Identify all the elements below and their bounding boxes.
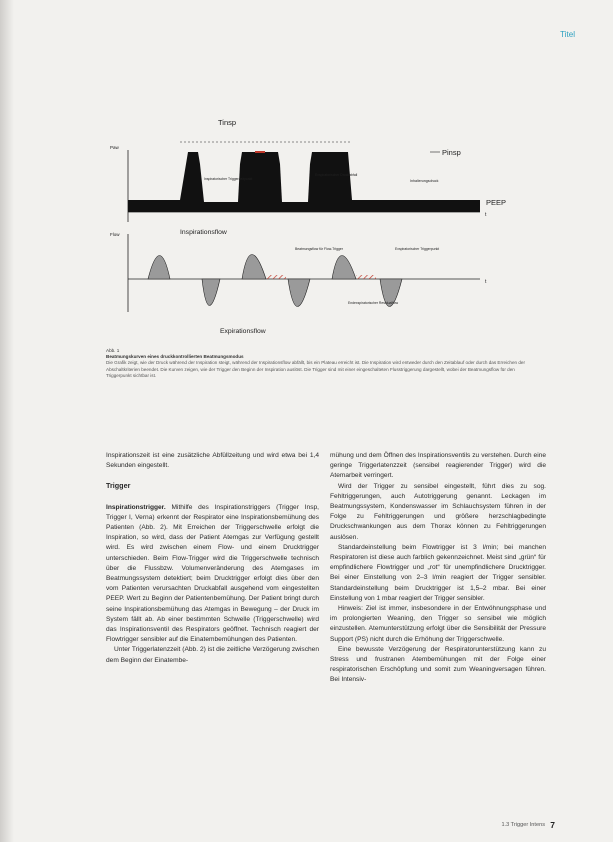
inspiratory-flow-1 (148, 256, 170, 280)
right-paragraph-2: Wird der Trigger zu sensibel eingestellt, führt dies zu sog. Fehltriggerungen, auch Autotriggerung genannt. Leckagen im Beatmungssystem, Kondenswasser im Schlauchsystem führen in der Folge zu Fehltriggerungen und größere herzschlagbedingte Druckschwankungen aus dem Thorax können zu Fehltriggerungen auslösen. (330, 482, 546, 541)
pressure-gap-1 (200, 164, 240, 202)
inspiration-trigger-paragraph (106, 503, 319, 646)
intro-paragraph: Inspirationszeit ist eine zusätzliche Abfüllzeitung und wird etwa bei 1,4 Sekunden eingestellt. (106, 452, 319, 470)
right-paragraph-5: Eine bewusste Verzögerung der Respiratorunterstützung kann zu Stress und frustranen Atembemühungen mit der Folge einer respiratorischen Erschöpfung und somit zum Weaningversagen führen. Bei Intensiv- (330, 645, 546, 684)
page-number: 7 (550, 820, 555, 830)
figure-caption-body: Die Grafik zeigt, wie der Druck während der Inspiration steigt, während der Inspirationsflow abfällt, bis ein Plateau erreicht ist. Die Inspiration wird entweder durch den Zeitablauf oder durch das Erreichen der Abschaltkriterien beendet. Die Kurven zeigen, wie der Trigger den Beginn der Inspiration auslöst. Die Trigger sind mit einer eingeschalteten Flusstriggerung dargestellt, wobei der Beatmungsflow für den Triggerpunkt sichtbar ist. (106, 360, 526, 378)
time-axis-label-1: t (485, 212, 487, 218)
right-paragraph-1: mühung und dem Öffnen des Inspirationsventils zu verstehen. Durch eine geringe Triggerlatenzzeit (sensibel reagierender Trigger) wird die Atemarbeit verringert. (330, 452, 546, 480)
page-fold-shadow (0, 0, 14, 842)
right-paragraph-3: Standardeinstellung beim Flowtrigger ist 3 l/min; bei manchen Respiratoren ist diese auch farblich gekennzeichnet. Meist sind „grün“ für empfindlichere Flowtrigger und „rot“ für unempfindlichere Drucktrigger. Bei einer Einstellung von 2–3 l/min reagiert der Trigger sensibler. Standardeinstellung beim Drucktrigger ist 1,5–2 mbar. Bei einer Einstellung von 1 mbar reagiert der Trigger sensibler. (330, 543, 546, 602)
figure-title: Beatmungskurven eines druckkontrollierten Beatmungsmodus (106, 354, 244, 360)
inspiratory-flow-2 (242, 255, 266, 280)
expiratory-trigger-label: Exspiratorischer Druckabfall (315, 173, 358, 177)
inspiratory-flow-3 (332, 256, 356, 280)
right-paragraph-4: Hinweis: Ziel ist immer, insbesondere in der Entwöhnungsphase und im prolongierten Weaning, den Trigger so sensibel wie möglich einzustellen. Atemunterstützung erfolgt über die Sensibilität der Pressure Support (PS) nicht durch die Erhöhung der Triggerschwelle. (330, 605, 546, 643)
trigger-bias-hatch-2 (356, 275, 376, 279)
inspiratory-trigger-label: Inspiratorischer Triggerzeitpunkt (204, 177, 253, 181)
figure-number: Abb. 1 (106, 348, 120, 353)
right-text-column (330, 451, 546, 686)
pinsp-label: Pinsp (442, 148, 461, 157)
expiratory-residual-flow-label: Endexspiratorischer Residualflow (348, 301, 399, 305)
peep-label: PEEP (486, 198, 507, 207)
section-heading-trigger: Trigger (106, 481, 131, 491)
flow-label: Flow (110, 232, 120, 237)
expiratory-flow-1 (202, 279, 220, 306)
ventilation-curves-figure (100, 112, 532, 347)
trigger-latency-paragraph: Unter Triggerlatenzzeit (Abb. 2) ist die zeitliche Verzögerung zwischen dem Beginn der Einatembe- (106, 646, 319, 664)
inspiration-trigger-lead: Inspirationstrigger. (106, 503, 166, 511)
pressure-gap-2 (280, 164, 310, 202)
trigger-bias-hatch (266, 275, 286, 279)
running-footer: 1.3 Trigger Intens (501, 822, 545, 828)
trigger-bias-label: Beatmungsflow für Flow-Trigger (295, 247, 343, 251)
paw-label: Paw (110, 145, 119, 150)
expiratory-trigger-threshold-label: Exspiratorischer Triggerpunkt (395, 247, 440, 251)
inspirationsflow-label: Inspirationsflow (180, 229, 227, 236)
inhalation-pressure-label: Inhalierungsdruck (410, 179, 439, 183)
figure-caption (106, 348, 526, 379)
expiratory-flow-2 (288, 279, 310, 307)
left-text-column (106, 451, 319, 666)
tinsp-label: Tinsp (218, 118, 237, 127)
expirationsflow-label: Expirationsflow (220, 328, 266, 335)
inspiration-trigger-text: Mithilfe des Inspirationstriggers (Trigger Insp, Trigger I, Verna) erkennt der Respirator eine Inspirationsbemühung des Patienten (Abb. 2). Mit Erreichen der Triggerschwelle erfolgt die Inspiration, so wird, dass der Patient Atemgas zur Verfügung gestellt wird. Es wird zwischen einem Flow- und einem Drucktrigger unterschieden. Beim Flow-Trigger wird die Triggerschwelle technisch über die Flussbzw. Volumenveränderung des Atemgases im Beatmungssystem detektiert; beim Drucktrigger erfolgt dies über den vom Patienten verursachten Druckabfall ausgehend vom eingestellten PEEP. Wert zu Beginn der Patientenbemühung. Der Patient bringt durch seine Inspirationsbemühung das Atemgas in Bewegung – der Druck im System fällt ab. Ab einer bestimmten Schwelle (Triggerschwelle) wird das Inspirationsventil des Respirators geöffnet. Technisch reagiert der Flowtrigger sensibler auf die Einatembemühungen des Patienten. (106, 503, 319, 644)
running-header-title: Titel (560, 30, 575, 39)
time-axis-label-2: t (485, 279, 487, 285)
